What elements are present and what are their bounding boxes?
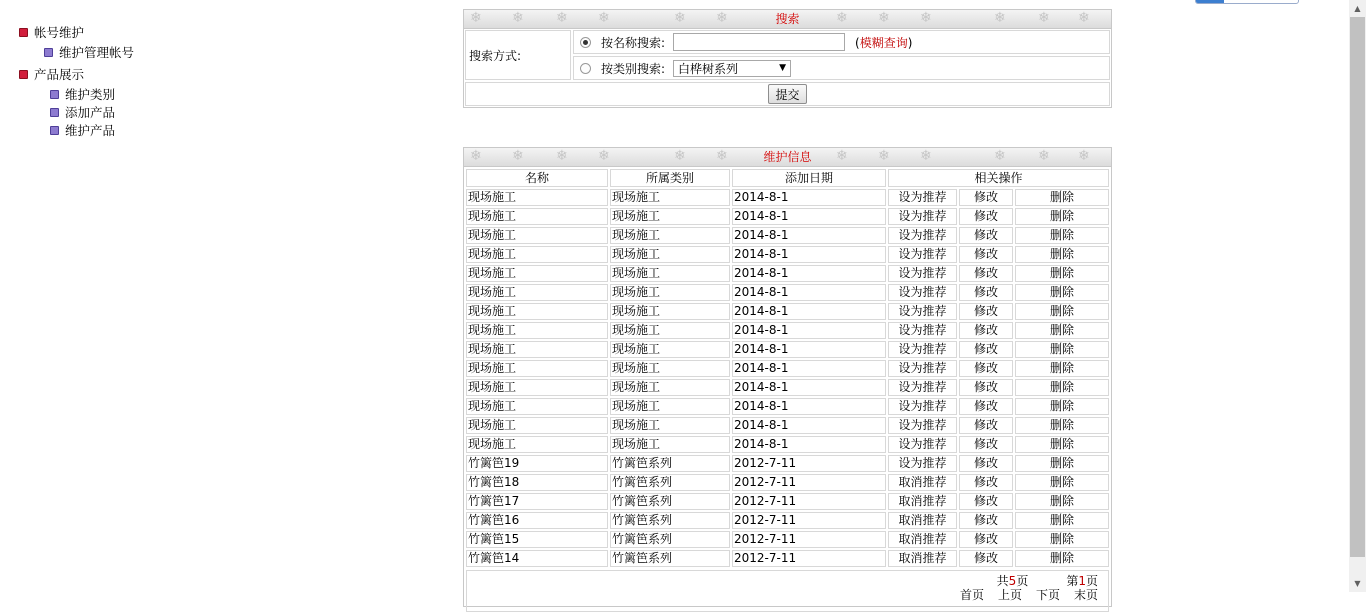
cell-date: 2014-8-1 (732, 417, 886, 434)
snowflake-icon: ❄ (920, 10, 932, 26)
next-page-link[interactable]: 下页 (1035, 588, 1060, 602)
edit-button[interactable]: 修改 (959, 455, 1013, 472)
table-row (466, 360, 1109, 377)
cell-date: 2012-7-11 (732, 512, 886, 529)
table-row (466, 189, 1109, 206)
cell-category: 竹篱笆系列 (610, 531, 730, 548)
fuzzy-open: ( (855, 35, 860, 50)
nav-item-label: 维护管理帐号 (59, 45, 135, 60)
snowflake-icon: ❄ (1078, 148, 1090, 164)
delete-button[interactable]: 删除 (1015, 493, 1109, 510)
edit-button[interactable]: 修改 (959, 208, 1013, 225)
nav-item-maintain-products[interactable] (50, 121, 115, 139)
recommend-button[interactable]: 设为推荐 (888, 246, 957, 263)
cell-date: 2012-7-11 (732, 455, 886, 472)
cell-category: 现场施工 (610, 379, 730, 396)
col-header-date: 添加日期 (732, 169, 886, 187)
snowflake-icon: ❄ (1038, 10, 1050, 26)
delete-button[interactable]: 删除 (1015, 303, 1109, 320)
snowflake-icon: ❄ (556, 148, 568, 164)
snowflake-icon: ❄ (716, 10, 728, 26)
search-method-label: 搜索方式: (465, 30, 571, 80)
search-panel-header (464, 10, 1111, 29)
table-row (466, 474, 1109, 491)
delete-button[interactable]: 删除 (1015, 265, 1109, 282)
cell-category: 现场施工 (610, 208, 730, 225)
snowflake-icon: ❄ (920, 148, 932, 164)
scrollbar-thumb[interactable] (1350, 17, 1365, 557)
search-panel (463, 9, 1112, 108)
cell-category: 竹篱笆系列 (610, 512, 730, 529)
cell-category: 现场施工 (610, 284, 730, 301)
cell-date: 2014-8-1 (732, 360, 886, 377)
col-header-actions: 相关操作 (888, 169, 1109, 187)
recommend-button[interactable]: 设为推荐 (888, 417, 957, 434)
edit-button[interactable]: 修改 (959, 512, 1013, 529)
cell-category: 现场施工 (610, 341, 730, 358)
recommend-button[interactable]: 设为推荐 (888, 303, 957, 320)
cell-category: 竹篱笆系列 (610, 455, 730, 472)
cell-category: 现场施工 (610, 265, 730, 282)
pager-current-number: 1 (1078, 574, 1086, 588)
radio-by-name[interactable] (580, 37, 591, 48)
recommend-button[interactable]: 取消推荐 (888, 550, 957, 567)
purple-square-icon (50, 126, 59, 135)
purple-square-icon (50, 90, 59, 99)
delete-button[interactable]: 删除 (1015, 379, 1109, 396)
radio-by-category[interactable] (580, 63, 591, 74)
delete-button[interactable]: 删除 (1015, 341, 1109, 358)
cell-date: 2014-8-1 (732, 322, 886, 339)
recommend-button[interactable]: 设为推荐 (888, 455, 957, 472)
snowflake-icon: ❄ (598, 10, 610, 26)
recommend-button[interactable]: 取消推荐 (888, 474, 957, 491)
edit-button[interactable]: 修改 (959, 474, 1013, 491)
edit-button[interactable]: 修改 (959, 436, 1013, 453)
nav-item-manage-accounts[interactable] (44, 43, 134, 61)
table-body (466, 189, 1109, 567)
pager-total-count: 5 (1008, 574, 1017, 588)
info-table (464, 167, 1111, 569)
recommend-button[interactable]: 取消推荐 (888, 493, 957, 510)
widget-highlight (1196, 0, 1224, 3)
table-row (466, 341, 1109, 358)
info-panel (463, 147, 1112, 607)
snowflake-icon: ❄ (836, 148, 848, 164)
snowflake-icon: ❄ (512, 10, 524, 26)
edit-button[interactable]: 修改 (959, 303, 1013, 320)
vertical-scrollbar[interactable] (1349, 0, 1366, 592)
cell-category: 现场施工 (610, 398, 730, 415)
nav-group-products[interactable] (19, 65, 84, 83)
recommend-button[interactable]: 设为推荐 (888, 189, 957, 206)
by-category-label: 按类别搜索: (601, 61, 666, 76)
delete-button[interactable]: 删除 (1015, 284, 1109, 301)
table-header-row (466, 169, 1109, 187)
nav-item-maintain-categories[interactable] (50, 85, 115, 103)
cell-date: 2012-7-11 (732, 550, 886, 567)
delete-button[interactable]: 删除 (1015, 398, 1109, 415)
recommend-button[interactable]: 设为推荐 (888, 265, 957, 282)
cell-name: 竹篱笆18 (466, 474, 608, 491)
snowflake-icon: ❄ (878, 10, 890, 26)
table-row (466, 531, 1109, 548)
cell-date: 2014-8-1 (732, 227, 886, 244)
cell-category: 现场施工 (610, 303, 730, 320)
snowflake-icon: ❄ (1038, 148, 1050, 164)
cell-date: 2012-7-11 (732, 531, 886, 548)
cell-category: 现场施工 (610, 417, 730, 434)
snowflake-icon: ❄ (716, 148, 728, 164)
cell-name: 现场施工 (466, 227, 608, 244)
snowflake-icon: ❄ (674, 10, 686, 26)
cell-date: 2012-7-11 (732, 474, 886, 491)
nav-group-account[interactable] (19, 23, 84, 41)
edit-button[interactable]: 修改 (959, 341, 1013, 358)
red-square-icon (19, 28, 28, 37)
edit-button[interactable]: 修改 (959, 379, 1013, 396)
cell-category: 现场施工 (610, 360, 730, 377)
cell-name: 竹篱笆17 (466, 493, 608, 510)
search-by-name-row (573, 30, 1110, 54)
pager-total-suffix: 页 (1016, 574, 1029, 588)
edit-button[interactable]: 修改 (959, 417, 1013, 434)
name-search-input[interactable] (673, 33, 845, 51)
edit-button[interactable]: 修改 (959, 189, 1013, 206)
table-row (466, 455, 1109, 472)
fuzzy-query-text: 模糊查询 (859, 35, 908, 50)
category-select-value: 白桦树系列 (678, 61, 739, 76)
cell-date: 2014-8-1 (732, 189, 886, 206)
cell-name: 现场施工 (466, 417, 608, 434)
cell-date: 2014-8-1 (732, 379, 886, 396)
recommend-button[interactable]: 设为推荐 (888, 208, 957, 225)
cell-name: 现场施工 (466, 379, 608, 396)
table-row (466, 493, 1109, 510)
delete-button[interactable]: 删除 (1015, 360, 1109, 377)
edit-button[interactable]: 修改 (959, 398, 1013, 415)
cell-name: 现场施工 (466, 303, 608, 320)
info-panel-header (464, 148, 1111, 167)
submit-button[interactable]: 提交 (768, 84, 806, 104)
cell-name: 现场施工 (466, 436, 608, 453)
cell-name: 竹篱笆14 (466, 550, 608, 567)
cell-category: 现场施工 (610, 246, 730, 263)
cell-date: 2014-8-1 (732, 303, 886, 320)
snowflake-icon: ❄ (598, 148, 610, 164)
cell-date: 2012-7-11 (732, 493, 886, 510)
recommend-button[interactable]: 设为推荐 (888, 379, 957, 396)
radio-selected-dot (583, 40, 588, 45)
cell-name: 现场施工 (466, 284, 608, 301)
nav-group-label: 产品展示 (34, 67, 85, 82)
first-page-link[interactable]: 首页 (959, 588, 984, 602)
delete-button[interactable]: 删除 (1015, 417, 1109, 434)
cell-name: 现场施工 (466, 265, 608, 282)
cell-name: 现场施工 (466, 246, 608, 263)
snowflake-icon: ❄ (512, 148, 524, 164)
edit-button[interactable]: 修改 (959, 265, 1013, 282)
recommend-button[interactable]: 设为推荐 (888, 398, 957, 415)
tree-nav (0, 0, 450, 592)
cell-name: 现场施工 (466, 398, 608, 415)
cell-category: 现场施工 (610, 322, 730, 339)
pager-current-prefix: 第 (1066, 574, 1079, 588)
triangle-down-icon: ▼ (779, 63, 787, 73)
search-by-category-row (573, 56, 1110, 80)
table-row (466, 303, 1109, 320)
snowflake-icon: ❄ (674, 148, 686, 164)
delete-button[interactable]: 删除 (1015, 531, 1109, 548)
recommend-button[interactable]: 设为推荐 (888, 322, 957, 339)
nav-item-add-product[interactable] (50, 103, 115, 121)
table-row (466, 379, 1109, 396)
pager (466, 570, 1109, 612)
snowflake-icon: ❄ (470, 148, 482, 164)
cell-category: 现场施工 (610, 436, 730, 453)
recommend-button[interactable]: 设为推荐 (888, 284, 957, 301)
scroll-up-icon[interactable]: ▲ (1354, 4, 1361, 13)
cell-date: 2014-8-1 (732, 436, 886, 453)
table-row (466, 284, 1109, 301)
cell-date: 2014-8-1 (732, 398, 886, 415)
delete-button[interactable]: 删除 (1015, 436, 1109, 453)
delete-button[interactable]: 删除 (1015, 322, 1109, 339)
cell-name: 现场施工 (466, 341, 608, 358)
snowflake-icon: ❄ (878, 148, 890, 164)
delete-button[interactable]: 删除 (1015, 474, 1109, 491)
snowflake-icon: ❄ (556, 10, 568, 26)
cell-date: 2014-8-1 (732, 284, 886, 301)
table-row (466, 436, 1109, 453)
table-row (466, 227, 1109, 244)
cell-date: 2014-8-1 (732, 341, 886, 358)
scroll-down-icon[interactable]: ▼ (1354, 579, 1361, 588)
table-row (466, 512, 1109, 529)
delete-button[interactable]: 删除 (1015, 208, 1109, 225)
snowflake-icon: ❄ (836, 10, 848, 26)
recommend-button[interactable]: 取消推荐 (888, 512, 957, 529)
edit-button[interactable]: 修改 (959, 550, 1013, 567)
cell-name: 现场施工 (466, 189, 608, 206)
fuzzy-close: ) (907, 35, 913, 50)
edit-button[interactable]: 修改 (959, 227, 1013, 244)
recommend-button[interactable]: 设为推荐 (888, 341, 957, 358)
table-row (466, 246, 1109, 263)
snowflake-icon: ❄ (994, 10, 1006, 26)
edit-button[interactable]: 修改 (959, 246, 1013, 263)
table-row (466, 208, 1109, 225)
red-square-icon (19, 70, 28, 79)
cell-category: 竹篱笆系列 (610, 493, 730, 510)
pager-total-prefix: 共 (996, 574, 1009, 588)
cell-date: 2014-8-1 (732, 265, 886, 282)
fuzzy-query-note (855, 34, 912, 51)
info-panel-title: 维护信息 (763, 150, 812, 164)
cell-name: 竹篱笆19 (466, 455, 608, 472)
prev-page-link[interactable]: 上页 (997, 588, 1022, 602)
delete-button[interactable]: 删除 (1015, 246, 1109, 263)
by-name-label: 按名称搜索: (601, 35, 666, 50)
delete-button[interactable]: 删除 (1015, 512, 1109, 529)
cell-category: 竹篱笆系列 (610, 474, 730, 491)
snowflake-icon: ❄ (1078, 10, 1090, 26)
snowflake-icon: ❄ (470, 10, 482, 26)
cell-name: 现场施工 (466, 360, 608, 377)
cell-category: 现场施工 (610, 189, 730, 206)
top-toolbar-widget[interactable] (1195, 0, 1299, 4)
recommend-button[interactable]: 取消推荐 (888, 531, 957, 548)
recommend-button[interactable]: 设为推荐 (888, 360, 957, 377)
table-row (466, 550, 1109, 567)
cell-name: 竹篱笆16 (466, 512, 608, 529)
cell-name: 竹篱笆15 (466, 531, 608, 548)
cell-date: 2014-8-1 (732, 208, 886, 225)
purple-square-icon (44, 48, 53, 57)
nav-item-label: 维护产品 (65, 123, 116, 138)
nav-item-label: 添加产品 (65, 105, 116, 120)
nav-group-label: 帐号维护 (34, 25, 85, 40)
edit-button[interactable]: 修改 (959, 493, 1013, 510)
cell-category: 现场施工 (610, 227, 730, 244)
delete-button[interactable]: 删除 (1015, 189, 1109, 206)
cell-name: 现场施工 (466, 208, 608, 225)
snowflake-icon: ❄ (994, 148, 1006, 164)
delete-button[interactable]: 删除 (1015, 227, 1109, 244)
edit-button[interactable]: 修改 (959, 531, 1013, 548)
table-row (466, 322, 1109, 339)
delete-button[interactable]: 删除 (1015, 550, 1109, 567)
recommend-button[interactable]: 设为推荐 (888, 227, 957, 244)
table-row (466, 398, 1109, 415)
category-select[interactable] (673, 60, 791, 77)
col-header-category: 所属类别 (610, 169, 730, 187)
submit-row (465, 82, 1110, 106)
nav-item-label: 维护类别 (65, 87, 116, 102)
cell-name: 现场施工 (466, 322, 608, 339)
search-panel-title: 搜索 (775, 12, 800, 26)
purple-square-icon (50, 108, 59, 117)
last-page-link[interactable]: 末页 (1073, 588, 1098, 602)
table-row (466, 417, 1109, 434)
table-row (466, 265, 1109, 282)
edit-button[interactable]: 修改 (959, 322, 1013, 339)
pager-current-suffix: 页 (1085, 574, 1098, 588)
recommend-button[interactable]: 设为推荐 (888, 436, 957, 453)
delete-button[interactable]: 删除 (1015, 455, 1109, 472)
edit-button[interactable]: 修改 (959, 360, 1013, 377)
col-header-name: 名称 (466, 169, 608, 187)
edit-button[interactable]: 修改 (959, 284, 1013, 301)
cell-category: 竹篱笆系列 (610, 550, 730, 567)
cell-date: 2014-8-1 (732, 246, 886, 263)
